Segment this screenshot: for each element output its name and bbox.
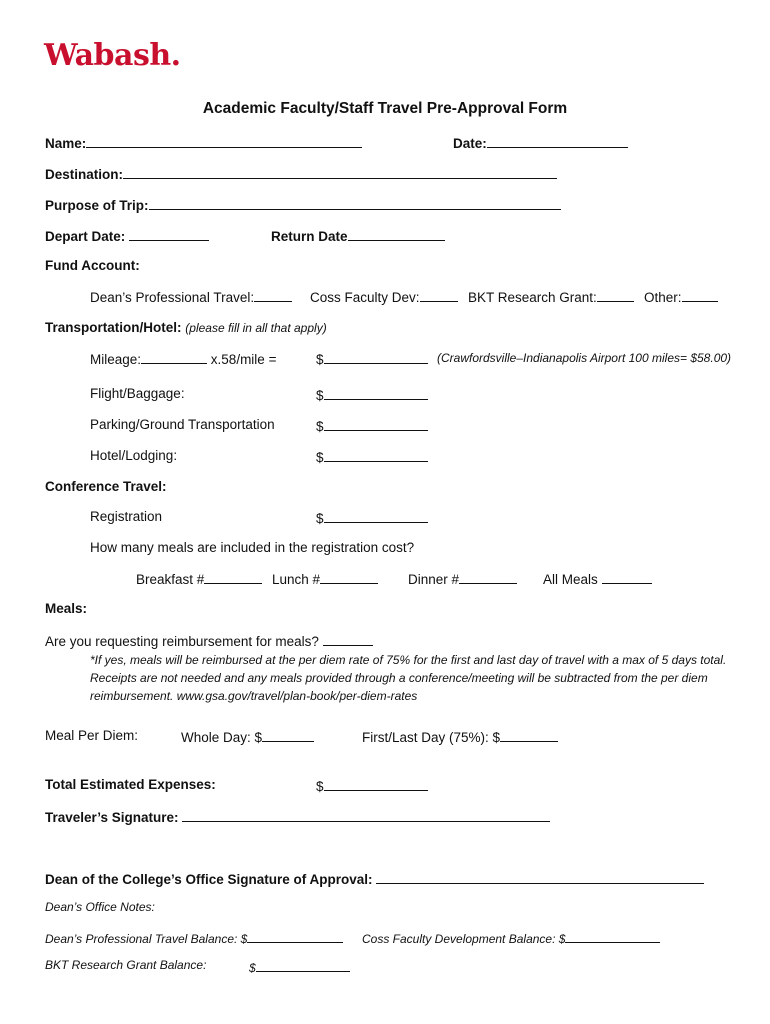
fund-bkt-label: BKT Research Grant:	[468, 290, 597, 305]
fund-other-label: Other:	[644, 290, 682, 305]
transport-heading: Transportation/Hotel:	[45, 320, 182, 335]
purpose-label: Purpose of Trip:	[45, 198, 149, 213]
form-title: Academic Faculty/Staff Travel Pre-Approval Form	[202, 100, 568, 117]
bkt-balance-amount	[249, 958, 350, 975]
bkt-balance-label: BKT Research Grant Balance:	[45, 958, 207, 972]
transport-note: (please fill in all that apply)	[185, 321, 327, 335]
dollar-sign: $	[316, 388, 324, 403]
fund-other-row	[644, 288, 718, 305]
signature-field[interactable]	[182, 808, 550, 822]
name-row	[45, 134, 362, 151]
flight-amount	[316, 386, 428, 403]
coss-balance-row	[362, 929, 660, 946]
breakfast-row	[136, 570, 262, 587]
depart-field[interactable]	[129, 227, 209, 241]
deans-balance-row	[45, 929, 343, 946]
fund-coss-row	[310, 288, 458, 305]
parking-amount	[316, 417, 428, 434]
hotel-label: Hotel/Lodging:	[90, 448, 178, 463]
wabash-logo: Wabash.	[44, 38, 181, 73]
total-amount-field[interactable]	[324, 777, 428, 791]
fund-bkt-row	[468, 288, 634, 305]
lunch-field[interactable]	[320, 570, 378, 584]
fund-other-field[interactable]	[682, 288, 718, 302]
transport-heading-row	[45, 320, 327, 335]
reimburse-note: *If yes, meals will be reimbursed at the per diem rate of 75% for the first and last day of travel with a max of 5 days total. Receipts are not needed and any meals provided through a conference/meeting will be subtracted from the per diem reimbursement. www.gsa.gov/travel/plan-book/per-diem-rates	[90, 653, 727, 703]
mileage-label: Mileage:	[90, 352, 142, 367]
fund-coss-label: Coss Faculty Dev:	[310, 290, 420, 305]
date-row	[453, 134, 628, 151]
dean-signature-field[interactable]	[376, 870, 704, 884]
whole-day-label: Whole Day: $	[181, 730, 263, 745]
breakfast-label: Breakfast #	[136, 572, 205, 587]
signature-label: Traveler’s Signature:	[45, 810, 179, 825]
flight-label: Flight/Baggage:	[90, 386, 185, 401]
fund-heading: Fund Account:	[45, 258, 140, 273]
deans-balance-label: Dean’s Professional Travel Balance: $	[45, 932, 248, 946]
first-last-label: First/Last Day (75%): $	[362, 730, 501, 745]
fund-bkt-field[interactable]	[597, 288, 634, 302]
date-label: Date:	[453, 136, 487, 151]
lunch-row	[272, 570, 378, 587]
dinner-field[interactable]	[459, 570, 517, 584]
dollar-sign: $	[249, 961, 256, 975]
breakfast-field[interactable]	[204, 570, 262, 584]
parking-amount-field[interactable]	[324, 417, 428, 431]
depart-label: Depart Date:	[45, 229, 126, 244]
mileage-amount-field[interactable]	[324, 350, 428, 364]
dean-signature-label: Dean of the College’s Office Signature of Approval:	[45, 872, 373, 887]
depart-row	[45, 227, 209, 244]
bkt-balance-field[interactable]	[256, 958, 350, 972]
all-meals-label: All Meals	[543, 572, 598, 587]
destination-label: Destination:	[45, 167, 124, 182]
deans-balance-field[interactable]	[247, 929, 343, 943]
all-meals-row	[543, 570, 652, 587]
lunch-label: Lunch #	[272, 572, 321, 587]
return-field[interactable]	[348, 227, 445, 241]
fund-coss-field[interactable]	[420, 288, 458, 302]
reimburse-row	[45, 632, 373, 649]
meals-heading: Meals:	[45, 601, 88, 616]
all-meals-field[interactable]	[602, 570, 652, 584]
first-last-row	[362, 728, 558, 745]
first-last-field[interactable]	[500, 728, 558, 742]
dean-signature-row	[45, 870, 704, 887]
hotel-amount	[316, 448, 428, 465]
registration-amount	[316, 509, 428, 526]
dollar-sign: $	[316, 419, 324, 434]
purpose-field[interactable]	[149, 196, 561, 210]
mileage-amount	[316, 350, 428, 367]
return-label: Return Date	[271, 229, 348, 244]
mileage-field[interactable]	[141, 350, 207, 364]
registration-amount-field[interactable]	[324, 509, 428, 523]
dollar-sign: $	[316, 511, 324, 526]
signature-row	[45, 808, 550, 825]
purpose-row	[45, 196, 561, 213]
date-field[interactable]	[487, 134, 628, 148]
whole-day-row	[181, 728, 314, 745]
fund-deans-field[interactable]	[254, 288, 292, 302]
reimburse-question: Are you requesting reimbursement for meals?	[45, 634, 319, 649]
flight-amount-field[interactable]	[324, 386, 428, 400]
destination-field[interactable]	[123, 165, 557, 179]
return-row	[271, 227, 445, 244]
dollar-sign: $	[316, 450, 324, 465]
mileage-note: (Crawfordsville–Indianapolis Airport 100 miles= $58.00)	[437, 351, 732, 365]
meals-included-question: How many meals are included in the registration cost?	[90, 540, 415, 555]
fund-deans-row	[90, 288, 292, 305]
reimburse-field[interactable]	[323, 632, 373, 646]
mileage-row	[90, 350, 276, 367]
coss-balance-field[interactable]	[565, 929, 660, 943]
name-label: Name:	[45, 136, 87, 151]
dollar-sign: $	[316, 352, 324, 367]
per-diem-label: Meal Per Diem:	[45, 728, 139, 743]
dollar-sign: $	[316, 779, 324, 794]
parking-label: Parking/Ground Transportation	[90, 417, 275, 432]
coss-balance-label: Coss Faculty Development Balance: $	[362, 932, 566, 946]
registration-label: Registration	[90, 509, 163, 524]
mileage-rate: x.58/mile =	[210, 352, 277, 367]
fund-deans-label: Dean’s Professional Travel:	[90, 290, 255, 305]
dinner-label: Dinner #	[408, 572, 460, 587]
deans-notes-label: Dean’s Office Notes:	[45, 900, 155, 914]
total-amount	[316, 777, 428, 794]
hotel-amount-field[interactable]	[324, 448, 428, 462]
destination-row	[45, 165, 557, 182]
whole-day-field[interactable]	[262, 728, 314, 742]
name-field[interactable]	[86, 134, 362, 148]
total-label: Total Estimated Expenses:	[45, 777, 216, 792]
conference-heading: Conference Travel:	[45, 479, 167, 494]
dinner-row	[408, 570, 517, 587]
